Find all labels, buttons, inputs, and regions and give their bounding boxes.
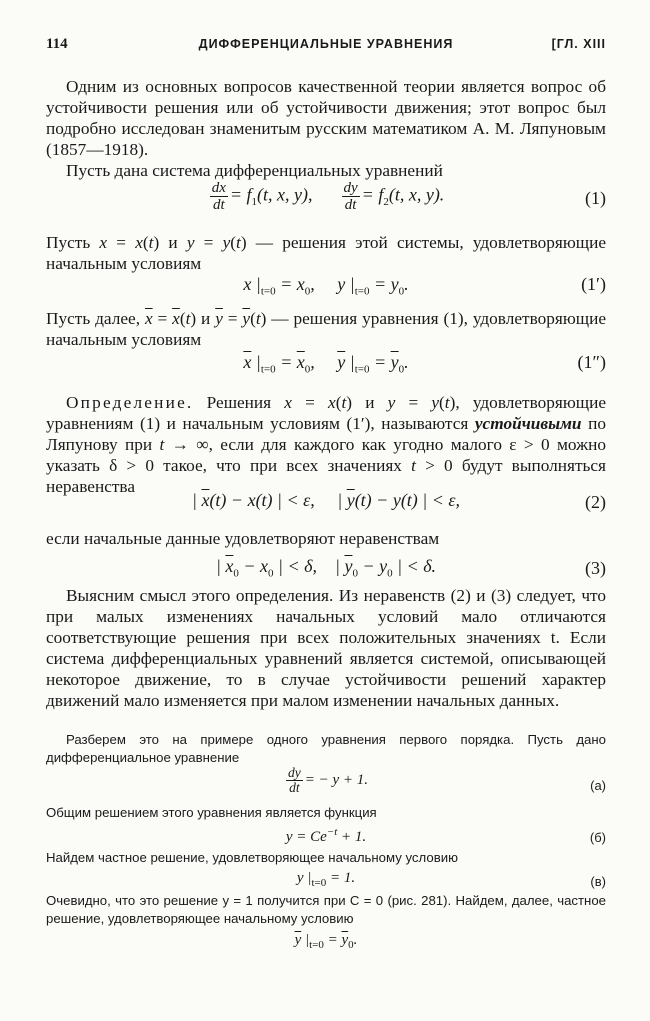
obvious-solution-text: Очевидно, что это решение y = 1 получится при C = 0 (рис. 281). Найдем, далее, частное решение, удовлетворяющее начальному условию bbox=[46, 893, 606, 926]
equation-tag: (2) bbox=[585, 492, 606, 512]
equation-b: $y = Ce^{-t} + 1$. (б) bbox=[285, 826, 606, 845]
general-solution-text: Общим решением этого уравнения является функция bbox=[46, 805, 377, 820]
equation-c: y $|_{t=0} = 1$. (в) bbox=[296, 870, 606, 889]
equation-tag: (3) bbox=[585, 558, 606, 578]
running-title: ДИФФЕРЕНЦИАЛЬНЫЕ УРАВНЕНИЯ bbox=[198, 37, 454, 51]
paragraph-intro: Одним из основных вопросов качественной теории является вопрос об устойчивости решения или об устойчивости движения; этот вопрос был подробно исследован знаменитым русским математиком А. М. Ляпуновым (1857—1918). bbox=[46, 77, 606, 159]
equation-tag: (1″) bbox=[577, 352, 606, 372]
book-page bbox=[46, 0, 606, 1021]
equation-1: $\frac{dx}{dt}$ = $f_1(t$, x, y), $\frac{dy}{dt}$ = $f_2(t$, x, y). (1) bbox=[211, 180, 606, 213]
paragraph-initial-data: если начальные данные удовлетворяют неравенствам bbox=[46, 529, 440, 548]
running-header bbox=[46, 36, 606, 58]
equation-2: | $\overline{x}(t) - x(t)$ | < ε, | $\overline{y}(t) - y(t)$ | < ε, (2) bbox=[191, 490, 606, 512]
paragraph-perturbed: Пусть далее, $\overline{x} = \overline{x}(t)$ и $\overline{y} = \overline{y}(t)$ — решения уравнения (1), удовлетворяющие начальным условиям bbox=[46, 309, 606, 349]
equation-tag: (a) bbox=[590, 778, 606, 793]
page-number: 114 bbox=[46, 36, 68, 52]
paragraph-definition: Определение. Решения x = x(t) и y = y(t), удовлетворяющие уравнениям (1) и начальным условиям (1′), называются устойчивыми по Ляпунову при t → ∞, если для каждого как угодно малого ε > 0 можно указать δ > 0 такое, что при всех значениях t > 0 будут выполняться неравенства bbox=[46, 393, 606, 496]
particular-solution-text: Найдем частное решение, удовлетворяющее начальному условию bbox=[46, 850, 458, 865]
equation-tag: (1′) bbox=[581, 274, 606, 294]
equation-1-prime: x $|_{t=0} = x_0$, y $|_{t=0} = y_0$. (1′) bbox=[243, 274, 606, 298]
paragraph-meaning: Выясним смысл этого определения. Из неравенств (2) и (3) следует, что при малых изменениях начальных условий мало отличаются соответствующие решения при всех положительных значениях t. Если система дифференциальных уравнений является системой, описывающей некоторое движение, то в случае устойчивости решений характер движений мало изменяется при малом изменении начальных данных. bbox=[46, 586, 606, 710]
equation-a: $\frac{dy}{dt}$ = − y + 1. (a) bbox=[287, 765, 606, 795]
equation-d: $\overline{y}$ $|_{t=0} = \overline{y}_0$. bbox=[294, 932, 358, 951]
paragraph-solutions: Пусть x = x(t) и y = y(t) — решения этой системы, удовлетворяющие начальным условиям bbox=[46, 233, 606, 273]
chapter-label: [ГЛ. XIII bbox=[551, 37, 606, 51]
example-intro: Разберем это на примере одного уравнения первого порядка. Пусть дано дифференциальное уравнение bbox=[46, 732, 606, 765]
equation-3: | $\overline{x}_0 - x_0$ | < δ, | $\overline{y}_0 - y_0$ | < δ. (3) bbox=[215, 556, 606, 580]
equation-1-double-prime: $\overline{x}$ $|_{t=0} = \overline{x}_0$, $\overline{y}$ $|_{t=0} = \overline{y}_0$. (1″) bbox=[243, 352, 606, 376]
equation-tag: (б) bbox=[589, 830, 606, 845]
equation-tag: (в) bbox=[590, 874, 606, 889]
paragraph-system: Пусть дана система дифференциальных уравнений bbox=[66, 161, 443, 180]
equation-tag: (1) bbox=[585, 188, 606, 208]
